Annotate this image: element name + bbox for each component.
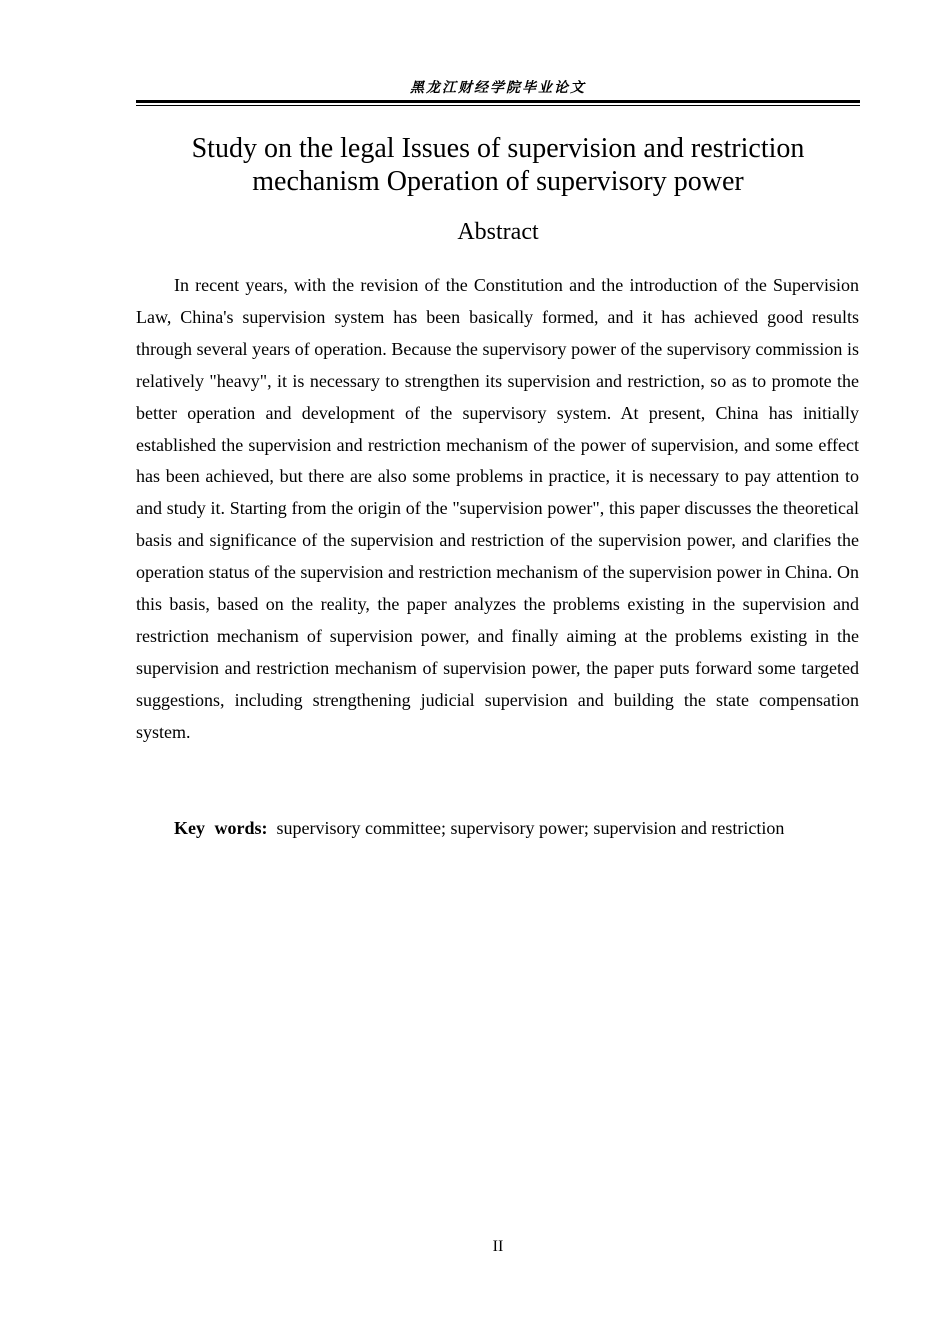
abstract-body: In recent years, with the revision of the Constitution and the introduction of the Supervision Law, China's supervision system has been basically formed, and it has achieved good results through several years of operation. Because the supervisory power of the supervisory commission is relatively "heavy", it is necessary to strengthen its supervision and restriction, so as to promote the better operation and development of the supervisory system. At present, China has initially established the supervision and restriction mechanism of the power of supervision, and some effect has been achieved, but there are also some problems in practice, it is necessary to pay attention to and study it. Starting from the origin of the "supervision power", this paper discusses the theoretical basis and significance of the supervision and restriction of the supervision power, and clarifies the operation status of the supervision and restriction mechanism of the supervision power in China. On this basis, based on the reality, the paper analyzes the problems existing in the supervision and restriction mechanism of supervision power, and finally aiming at the problems existing in the supervision and restriction mechanism of supervision power, the paper puts forward some targeted suggestions, including strengthening judicial supervision and building the state compensation system. — [136, 275, 859, 742]
running-header: 黑龙江财经学院毕业论文 — [410, 80, 586, 96]
page-number: II — [492, 1238, 504, 1255]
paper-title — [136, 132, 860, 198]
keywords-line — [174, 813, 864, 843]
keywords-label: Key words: — [174, 818, 268, 838]
header-rule-thin — [136, 105, 860, 106]
paper-title-line-1: Study on the legal Issues of supervision and restriction — [191, 133, 805, 164]
abstract-heading: Abstract — [457, 219, 539, 245]
keywords-text: supervisory committee; supervisory power; supervision and restriction — [276, 818, 785, 838]
header-rule-thick — [136, 100, 860, 103]
paper-title-line-2: mechanism Operation of supervisory power — [252, 166, 744, 197]
